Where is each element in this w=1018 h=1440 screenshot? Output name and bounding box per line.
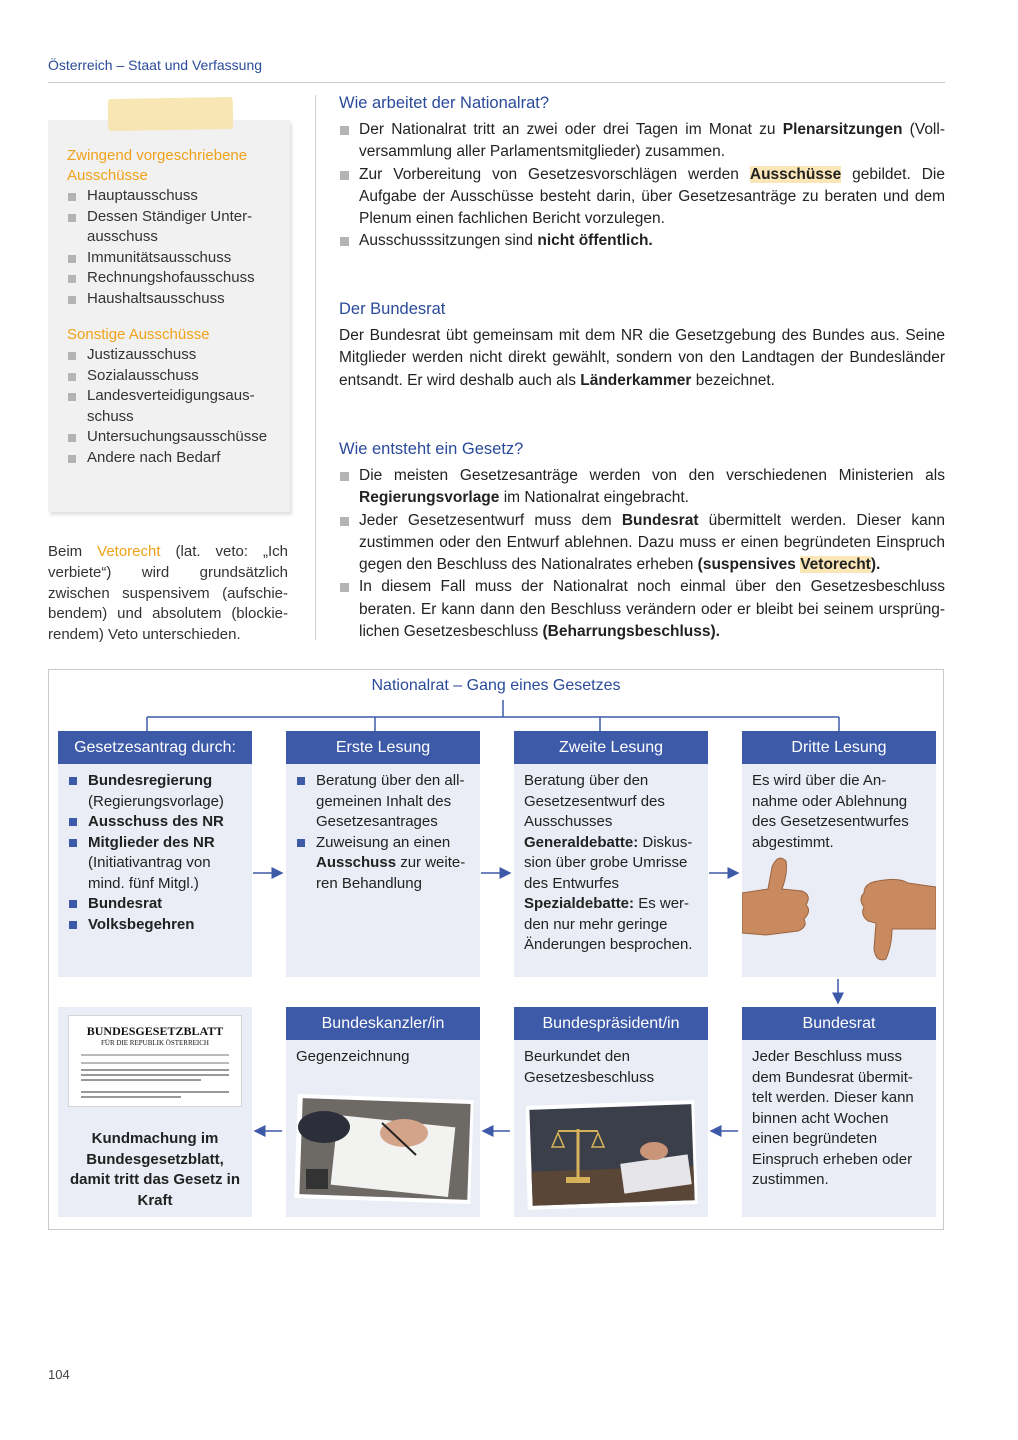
box-bundeskanzler xyxy=(286,1007,480,1217)
bold-term: Spezialdebatte: xyxy=(524,895,635,912)
text: Der Nationalrat tritt an zwei oder drei Tagen im Monat zu xyxy=(359,121,783,138)
list-item: Justizausschuss xyxy=(67,345,282,366)
box-header: Gesetzesantrag durch: xyxy=(58,731,252,764)
bold-term: Länderkammer xyxy=(580,371,692,389)
box-text: Jeder Beschluss muss dem Bundesrat übermittelt werden. Dieser kann binnen acht Wochen einen begründeten Einspruch erheben oder zustimmen. xyxy=(752,1048,914,1188)
box-kundmachung xyxy=(58,1007,252,1217)
bold-term: Generaldebatte: xyxy=(524,833,639,851)
mandatory-committees-title: Zwingend vorgeschriebene Ausschüsse xyxy=(67,147,248,184)
running-title: Österreich – Staat und Verfassung xyxy=(48,57,263,73)
text: In diesem Fall muss der Nationalrat noch einmal über den Gesetzesbeschluss beraten. Er kann dann den Beschluss verändern oder er bleibt bei seinem ursprünglichen Gesetzesbeschluss xyxy=(359,578,945,641)
text: übermittelt werden. Dieser kann zustimmen oder den Entwurf ablehnen. Dazu muss er einen begründeten Einspruch gegen den Beschluss des Nationalrates erheben xyxy=(359,511,945,574)
box-header: Erste Lesung xyxy=(286,731,480,764)
text: zur weiteren Behandlung xyxy=(316,854,466,892)
box-dritte-lesung xyxy=(742,731,936,977)
text: Diskussion über grobe Umrisse des Entwurfes xyxy=(524,833,693,892)
list-item: Beratung über den allgemeinen Inhalt des Gesetzesantrages xyxy=(296,771,470,833)
bold-term: Plenarsitzungen xyxy=(782,121,903,138)
box-header: Bundesrat xyxy=(742,1007,936,1040)
box-erste-lesung xyxy=(286,731,480,977)
list-item: Rechnungshofausschuss xyxy=(67,268,282,289)
bold-term: Ausschuss xyxy=(316,854,397,871)
initiators-list xyxy=(68,771,242,935)
box-bundespraesident xyxy=(514,1007,708,1217)
text: Zur Vorbereitung von Gesetzesvorschlägen werden xyxy=(359,165,750,183)
box-header: Dritte Lesung xyxy=(742,731,936,764)
box-header: Zweite Lesung xyxy=(514,731,708,764)
text: Es werden nur mehr geringe Änderungen besprochen. xyxy=(524,895,693,953)
box-body xyxy=(58,764,252,942)
text: Zuweisung an einen xyxy=(316,833,451,851)
list-item: Andere nach Bedarf xyxy=(67,448,282,469)
text: bezeichnet. xyxy=(691,371,775,389)
box-zweite-lesung xyxy=(514,731,708,977)
highlighted-term: Vetorecht xyxy=(800,556,871,574)
text: Der Bundesrat übt gemeinsam mit dem NR die Gesetzgebung des Bundes aus. Seine Mitglieder werden nicht direkt gewählt, sondern von den Landtagen der Bundesländer entsandt. Er wird deshalb auch als xyxy=(339,327,945,389)
list-item xyxy=(296,833,470,895)
bold-term: (Beharrungsbeschluss). xyxy=(542,623,720,641)
spezialdebatte xyxy=(524,894,698,956)
list-item: Hauptausschuss xyxy=(67,186,282,207)
bold-term: Bundesregierung xyxy=(88,772,213,789)
text: (Initiativantrag von mind. fünf Mitgl.) xyxy=(88,854,211,892)
section-title: Wie arbeitet der Nationalrat? xyxy=(339,94,550,112)
box-header: Bundespräsident/in xyxy=(514,1007,708,1040)
gazette-document-image xyxy=(68,1015,242,1107)
box-bundesrat xyxy=(742,1007,936,1217)
bold-term: Regierungsvorlage xyxy=(359,489,500,507)
box-body xyxy=(742,1040,936,1198)
box-body xyxy=(286,764,480,901)
veto-note-text: (lat. veto: „Ich verbiete“) wird grundsätzlich zwischen suspensivem (aufschiebendem) und absolutem (blockierendem) Veto unterschieden. xyxy=(48,543,288,644)
list-item: Dessen Ständiger Unterausschuss xyxy=(67,207,282,248)
text: (Regierungsvorlage) xyxy=(88,792,224,810)
highlighted-term: Ausschüsse xyxy=(749,165,842,183)
box-text: Gegenzeichnung xyxy=(296,1048,410,1065)
text: Jeder Gesetzesentwurf muss dem xyxy=(359,511,622,529)
box-gesetzesantrag xyxy=(58,731,252,977)
list-item: Sozialausschuss xyxy=(67,366,282,387)
bold-term: Mitglieder des NR xyxy=(88,833,215,851)
gazette-title: BUNDESGESETZBLATT xyxy=(86,1024,224,1038)
veto-term: Vetorecht xyxy=(97,543,161,560)
list-item: Immunitätsausschuss xyxy=(67,248,282,269)
signing-document-photo xyxy=(294,1093,476,1205)
list-item: Haushaltsausschuss xyxy=(67,289,282,310)
thumbs-up-down-icon xyxy=(742,849,936,977)
box-text: Es wird über die Annahme oder Ablehnung des Gesetzesentwurfes abgestimmt. xyxy=(752,772,909,851)
generaldebatte xyxy=(524,833,698,895)
list-item: Untersuchungsausschüsse xyxy=(67,427,282,448)
bold-term: nicht öffentlich. xyxy=(537,232,653,250)
bold-term: ). xyxy=(870,556,881,574)
section-title: Der Bundesrat xyxy=(339,300,446,318)
list-item xyxy=(68,812,242,833)
list-item xyxy=(68,894,242,915)
other-committees-title: Sonstige Ausschüsse xyxy=(67,326,210,343)
scales-of-justice-photo xyxy=(526,1099,702,1211)
box-body xyxy=(742,764,936,860)
list-item xyxy=(68,915,242,936)
text: Die meisten Gesetzesanträge werden von den verschiedenen Ministerien als xyxy=(359,467,945,484)
gazette-text-lines xyxy=(69,1047,241,1107)
box-body xyxy=(514,764,708,963)
text: gebildet. Die Aufgabe der Ausschüsse besteht darin, über Gesetzesanträge zu beraten und dem Plenum einen fachlichen Bericht vorzulegen. xyxy=(359,165,945,228)
list-item xyxy=(68,833,242,895)
text: (Vollversammlung aller Parlamentsmitglieder) zusammen. xyxy=(359,121,945,161)
diagram-title: Nationalrat – Gang eines Gesetzes xyxy=(371,677,621,694)
kundmachung-text: Kundmachung im Bundesgesetzblatt, damit tritt das Gesetz in Kraft xyxy=(69,1130,241,1209)
bold-term: Bundesrat xyxy=(621,511,699,529)
box-text: Beratung über den Gesetzesentwurf des Ausschusses xyxy=(524,772,665,830)
box-text: Beurkundet den Gesetzesbeschluss xyxy=(524,1048,655,1086)
box-body xyxy=(286,1040,480,1075)
gazette-subtitle: FÜR DIE REPUBLIK ÖSTERREICH xyxy=(101,1039,209,1047)
text: im Nationalrat eingebracht. xyxy=(499,489,689,507)
box-body xyxy=(514,1040,708,1095)
section-title: Wie entsteht ein Gesetz? xyxy=(339,440,524,458)
bold-term: Bundesrat xyxy=(88,895,163,912)
veto-note-text: Beim xyxy=(48,543,98,560)
erste-lesung-list xyxy=(296,771,470,894)
bold-term: Volksbegehren xyxy=(88,915,195,933)
bold-term: (suspensives xyxy=(697,556,801,574)
text: Ausschusssitzungen sind xyxy=(359,232,538,250)
list-item: Landesverteidigungsausschuss xyxy=(67,386,282,427)
page-number: 104 xyxy=(48,1367,70,1382)
bold-term: Ausschuss des NR xyxy=(88,813,224,830)
box-header: Bundeskanzler/in xyxy=(286,1007,480,1040)
list-item xyxy=(68,771,242,812)
